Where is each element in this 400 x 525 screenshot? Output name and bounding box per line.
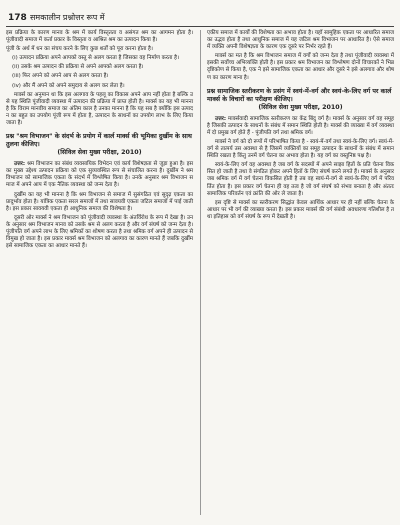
exam-reference: (सिविल सेवा मुख्य परीक्षा, 2010) <box>258 103 343 111</box>
question-text: प्रश्न सामाजिक स्तरीकरण के प्रसंग में स्वयं-में-वर्ग और स्वयं-के-लिए वर्ग पर कार्ल मार्क्स के विचारों का परीक्षण कीजिए। <box>207 87 392 103</box>
running-title: समकालीन प्रश्नोत्तर रूप में <box>30 13 105 22</box>
paragraph: इस प्रक्रिया के कारण मानव के श्रम में कार्य विस्तृतता व असंगत श्रम का आगमन होता है। पूंजीवादी समाज में कर्ता प्रकार के विस्तृता व आश्रित श्रम का उत्पादन किया है। <box>6 30 193 44</box>
left-column <box>6 30 193 252</box>
question-heading <box>207 88 394 112</box>
list-item: (ii) उसके श्रम उत्पादन की प्रक्रिया से अपने आपको अलग करता है। <box>12 64 144 71</box>
paragraph: मार्क्स ने वर्ग को दो रूपों में परिभाषित किया है - स्वयं-में-वर्ग तथा स्वयं-के-लिए वर्ग। स्वयं-में-वर्ग से तात्पर्य उस अवस्था से है जिसमें व्यक्तियों का समूह उत्पादन के साधनों के संबंध में समान स्थिति रखता है किंतु उनमें वर्ग चेतना का अभाव होता है। यह वर्ग का वस्तुनिष्ठ पक्ष है। <box>207 138 394 160</box>
paragraph: दूसरी ओर मार्क्स ने श्रम विभाजन को पूंजीवादी व्यवस्था के अंतर्विरोध के रूप में देखा है। उनके अनुसार श्रम विभाजन मानव को उसके श्रम से अलग करता है और वर्ग संघर्ष को जन्म देता है। पूंजीपति वर्ग अपने लाभ के लिए श्रमिकों का शोषण करता है तथा श्रमिक वर्ग अपने ही उत्पादन से विमुख हो जाता है। इस प्रकार मार्क्स श्रम विभाजन को अलगाव का कारण मानते हैं जबकि दुर्खीम इसे सामाजिक एकता का आधार मानते हैं। <box>6 214 193 250</box>
list-item: (iv) और मैं अपने को अपने समुदाय से अलग कर लेता है। <box>12 82 125 89</box>
answer-text: श्रम विभाजन का संबंध व्यवसायिक विभेदन एवं कार्य विशेषज्ञता से जुड़ा हुआ है। इसका मुख्य उद्देश्य उत्पादन प्रक्रिया को एक सुव्यवस्थित रूप से संचालित करना है। दुर्खीम ने श्रम विभाजन को सामाजिक एकता के संदर्भ में विश्लेषित किया है। उनके अनुसार श्रम विभाजन समाज में अपने आप में एक नैतिक व्यवस्था को जन्म देता है। <box>6 161 194 189</box>
answer-label: उत्तर: <box>215 115 227 122</box>
paragraph: मार्क्स का अनुमान था कि इस अलगाव के पहलू का विकास अपने आप नहीं होता है बल्कि उसे यह स्थिति पूंजीवादी व्यवस्था में उत्पादन की प्रक्रिया में प्राप्त होती है। मार्क्स का यह भी मानना है कि विराम मानवीय समाज का अंतिम काल है उनका मानना है कि यह सब है क्योंकि इस उत्पादन का बहुत का उपयोग पूंजी रूप में होता है, उत्पादन के साधनों का उपयोग लाभ के लिए किया जाता है। <box>6 91 193 127</box>
paragraph <box>207 116 394 137</box>
paragraph: पूंजी के अर्थ में धन का संचय करने के लिए कुछ शर्तों को पूरा करना होता है। <box>6 46 153 53</box>
question-text: प्रश्न "श्रम विभाजन" के संदर्भ के प्रयोग में कार्ल मार्क्स की भूमिका दुर्खीम के साथ तुलना कीजिए। <box>6 133 192 149</box>
paragraph: इस दृष्टि से मार्क्स का स्तरीकरण सिद्धांत केवल आर्थिक आधार पर ही नहीं बल्कि चेतना के आधार पर भी वर्ग की व्याख्या करता है। इस प्रकार मार्क्स की वर्ग संबंधी अवधारणा गतिशील है तथा इतिहास को वर्ग संघर्ष के रूप में देखती है। <box>207 199 394 220</box>
paragraph: दुर्खीम का यह भी मानना है कि श्रम विभाजन से समाज में सुसंगठित एवं सुदृढ़ एकता का प्रादुर्भाव होता है। यांत्रिक एकता सरल समाजों में तथा सावयवी एकता जटिल समाजों में पाई जाती है। इस प्रकार सावयवी एकता ही आधुनिक समाज की विशेषता है। <box>6 191 193 212</box>
answer-text: मार्क्सवादी सामाजिक स्तरीकरण का केंद्र बिंदु वर्ग है। मार्क्स के अनुसार वर्ग वह समूह है जिसकी उत्पादन के साधनों के संबंध में समान स्थिति होती है। मार्क्स की व्याख्या में वर्ग व्यवस्था में दो प्रमुख वर्ग होते हैं - पूंजीपति वर्ग तथा श्रमिक वर्ग। <box>207 115 395 136</box>
page-number: 178 <box>8 13 27 23</box>
answer-label: उत्तर: <box>14 161 26 168</box>
paragraph: एकीय समाज में कार्यों की विशेषता का अभाव होता है। यहाँ सामूहिक एकता पर आधारित समाज का उद्भव होता है तथा आधुनिक समाज में यह जटिल श्रम विभाजन पर आधारित है। ऐसे समाज में व्यक्ति अपनी विशेषज्ञता के कारण एक दूसरे पर निर्भर रहते हैं। <box>207 30 394 51</box>
paragraph: मार्क्स का मत है कि श्रम विभाजन समाज में वर्गों को जन्म देता है तथा पूंजीवादी व्यवस्था में इसकी सर्वोच्च अभिव्यक्ति होती है। इस प्रकार श्रम विभाजन का विश्लेषण दोनों विचारकों ने भिन्न दृष्टिकोण से किया है, एक ने इसे सामाजिक एकता का आधार और दूसरे ने इसे अलगाव और शोषण का कारण माना है। <box>207 53 394 81</box>
right-column <box>207 30 394 223</box>
list-item: (iii) फिर अपने को अपने आप से अलग करता है। <box>12 73 109 80</box>
list-item: (i) उत्पादन प्रक्रिया अपने आपको वस्तु से अलग करता है जिसका वह निर्माण करता है। <box>12 55 180 62</box>
column-divider <box>200 30 201 515</box>
page-header <box>6 12 394 27</box>
paragraph: स्वयं-के-लिए वर्ग वह अवस्था है जब वर्ग के सदस्यों में अपने साझा हितों के प्रति चेतना विकसित हो जाती है तथा वे संगठित होकर अपने हितों के लिए संघर्ष करने लगते हैं। मार्क्स के अनुसार जब श्रमिक वर्ग में वर्ग चेतना विकसित होती है तब वह स्वयं-में-वर्ग से स्वयं-के-लिए वर्ग में परिवर्तित होता है। इस प्रकार वर्ग चेतना ही वह तत्व है जो वर्ग संघर्ष को संभव बनाता है और अंततः सामाजिक परिवर्तन एवं क्रांति की ओर ले जाता है। <box>207 162 394 197</box>
exam-reference: (सिविल सेवा मुख्य परीक्षा, 2010) <box>57 149 142 157</box>
question-heading <box>6 133 193 157</box>
paragraph <box>6 161 193 189</box>
